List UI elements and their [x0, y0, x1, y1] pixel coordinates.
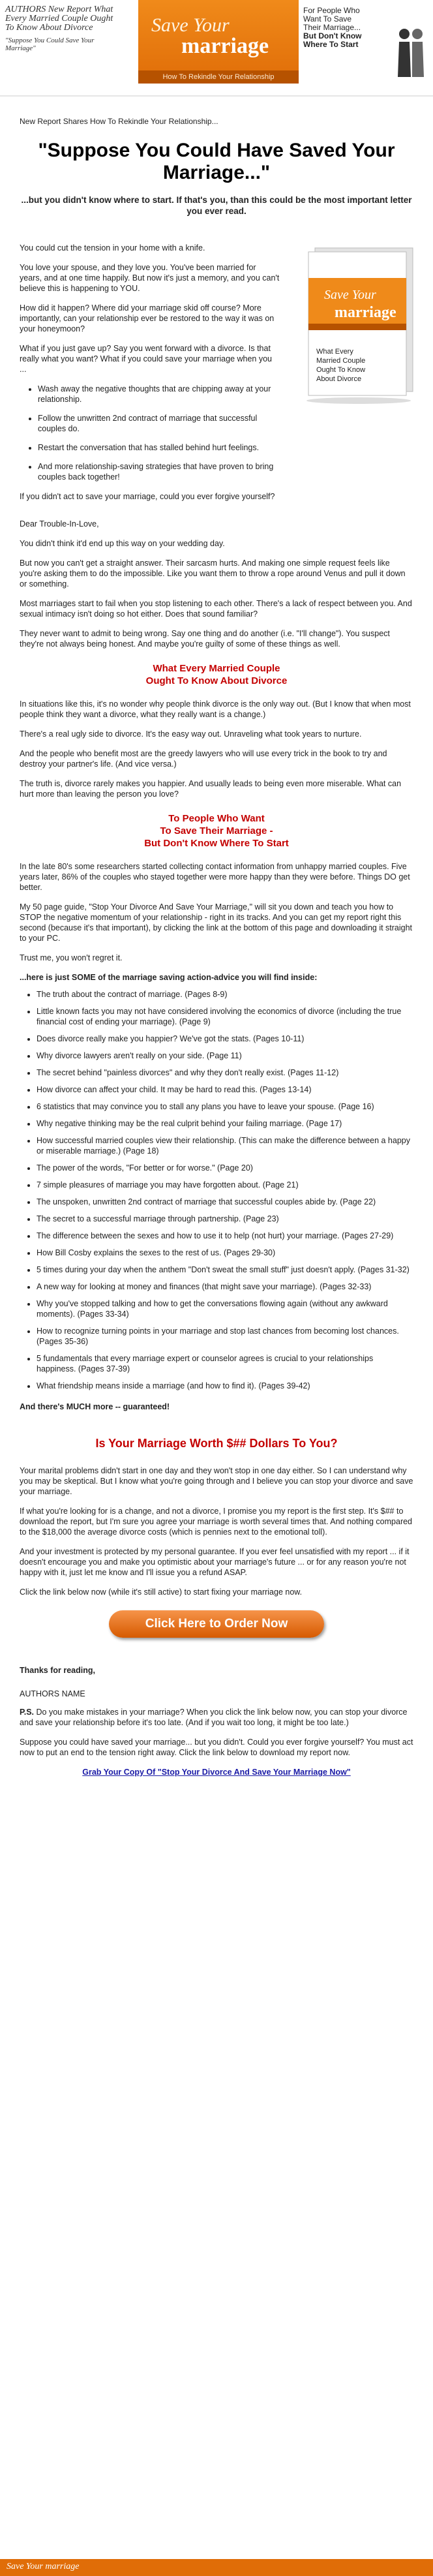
list-item: • 5 fundamentals that every marriage expert or counselor agrees is crucial to your relationships happiness. (Pages 37-39) [37, 1353, 413, 1374]
heading-line: To Save Their Marriage - [160, 825, 273, 836]
list-item: • 6 statistics that may convince you to stall any plans you have to leave your spouse. (Page 16) [37, 1101, 413, 1112]
list-item: • A new way for looking at money and finances (that might save your marriage). (Pages 32-33) [37, 1281, 413, 1292]
svg-text:Save Your: Save Your [324, 288, 376, 302]
banner-right-line4: But Don't Know [303, 31, 362, 40]
list-item: • Little known facts you may not have considered involving the economics of divorce (including the true financial cost of ending your marriage). (Page 9) [37, 1006, 413, 1027]
heading-line: Ought To Know About Divorce [145, 675, 288, 686]
headline: "Suppose You Could Have Saved Your Marriage..." [38, 140, 395, 183]
list-item: • The truth about the contract of marriage. (Pages 8-9) [37, 989, 413, 1000]
list-item: • The secret behind "painless divorces" and why they don't really exist. (Pages 11-12) [37, 1067, 413, 1078]
logo-marriage-text: marriage [181, 34, 269, 58]
paragraph: You love your spouse, and they love you. You've been married for years, and at one time happily. But now it's just a memory, and you can't believe this is happening to YOU. [20, 263, 280, 293]
paragraph: You didn't think it'd end up this way on your wedding day. [20, 539, 225, 548]
paragraph: You could cut the tension in your home with a knife. [20, 243, 205, 253]
section-heading-save [20, 812, 413, 850]
svg-text:Married Couple: Married Couple [316, 357, 366, 365]
list-item: • The power of the words, "For better or for worse." (Page 20) [37, 1163, 413, 1173]
logo-save-text: Save Your [151, 14, 230, 36]
paragraph: Click the link below now (while it's still active) to start fixing your marriage now. [20, 1587, 303, 1597]
paragraph: What if you just gave up? Say you went forward with a divorce. Is that really what you want? What if you could save your marriage when you ... [20, 344, 272, 374]
paragraph: If you didn't act to save your marriage, could you ever forgive yourself? [20, 492, 275, 501]
paragraph: In the late 80's some researchers started collecting contact information from unhappy married couples. Five years later, 86% of the couples who stayed together were more happy than they were before. Things DO get better. [20, 862, 410, 892]
list-item: • The difference between the sexes and how to use it to help (not hurt) your marriage. (Pages 27-29) [37, 1231, 413, 1241]
list-intro: ...here is just SOME of the marriage saving action-advice you will find inside: [20, 973, 318, 982]
list-item: • How Bill Cosby explains the sexes to the rest of us. (Pages 29-30) [37, 1248, 413, 1258]
paragraph: How did it happen? Where did your marriage skid off course? More importantly, can your relationship ever be restored to the way it was on your honeymoon? [20, 303, 275, 333]
footer-bar [0, 2559, 433, 2576]
paragraph: If what you're looking for is a change, and not a divorce, I promise you my report is the first step. It's $## to download the report, but I'm sure you agree your marriage is worth several times that. And nothing compared to the $18,000 the average divorce costs (which is pennies next to the emotional toll). [20, 1507, 413, 1537]
list-item: • 7 simple pleasures of marriage you may have forgotten about. (Page 21) [37, 1180, 413, 1190]
thanks-text: Thanks for reading, [20, 1666, 95, 1675]
svg-text:marriage: marriage [335, 304, 396, 321]
paragraph: In situations like this, it's no wonder why people think divorce is the only way out. (But I know that when most people think they want a divorce, what they really want is a change.) [20, 699, 411, 719]
couple-silhouette-icon [393, 26, 429, 78]
greeting: Dear Trouble-In-Love, [20, 519, 99, 529]
intro-text [20, 243, 280, 502]
list-item: • 5 times during your day when the anthem "Don't sweat the small stuff" just doesn't apply. (Pages 31-32) [37, 1265, 413, 1275]
paragraph: And your investment is protected by my personal guarantee. If you ever feel unsatisfied with my report ... if it doesn't encourage you and make you optimistic about your marriage's future ... or for any reason you're not happy with it, just let me know and I'll issue you a refund ASAP. [20, 1547, 410, 1577]
banner-right-line5: Where To Start [303, 40, 359, 49]
heading-line: But Don't Know Where To Start [144, 838, 289, 849]
list-item: • Why divorce lawyers aren't really on your side. (Page 11) [37, 1050, 413, 1061]
list-item: • Restart the conversation that has stalled behind hurt feelings. [38, 442, 280, 453]
list-item: • What friendship means inside a marriage (and how to find it). (Pages 39-42) [37, 1381, 413, 1391]
benefit-list [20, 384, 280, 482]
list-item: • How divorce can affect your child. It may be hard to read this. (Pages 13-14) [37, 1084, 413, 1095]
banner-right-line3: Their Marriage... [303, 23, 361, 32]
paragraph: Suppose you could have saved your marriage... but you didn't. Could you ever forgive yourself? You must act now to put an end to the tension right away. Click the link below to download my report now. [20, 1738, 413, 1757]
paragraph: They never want to admit to being wrong. Say one thing and do another (i.e. "I'll change"). You suspect they're not always being honest. And maybe you're guilty of some of these things as well. [20, 629, 390, 649]
logo-tagline: How To Rekindle Your Relationship [138, 70, 299, 84]
banner-right-line2: Want To Save [303, 14, 352, 23]
list-item: • And more relationship-saving strategies that have proven to bring couples back together! [38, 461, 280, 482]
svg-text:About Divorce: About Divorce [316, 375, 362, 383]
grab-copy-link[interactable]: Grab Your Copy Of "Stop Your Divorce And Save Your Marriage Now" [82, 1768, 351, 1777]
list-item: • Does divorce really make you happier? We've got the stats. (Pages 10-11) [37, 1034, 413, 1044]
content [0, 97, 433, 1777]
banner-logo [137, 0, 300, 84]
list-item: • Wash away the negative thoughts that are chipping away at your relationship. [38, 384, 280, 405]
list-item: • The unspoken, unwritten 2nd contract of marriage that successful couples abide by. (Page 22) [37, 1197, 413, 1207]
list-item: • How to recognize turning points in your marriage and stop last chances from becoming lost chances. (Pages 35-36) [37, 1326, 413, 1347]
contents-list [20, 989, 413, 1391]
ebook-cover-image [297, 243, 421, 406]
paragraph: Most marriages start to fail when you stop listening to each other. There's a lack of respect between you. And sexual intimacy isn't doing so hot either. Does that sound familiar? [20, 599, 412, 619]
banner-right-line1: For People Who [303, 6, 360, 15]
footer-logo: Save Your marriage [7, 2562, 80, 2571]
author-name: AUTHORS NAME [20, 1689, 85, 1698]
header-banner [0, 0, 433, 97]
paragraph: But now you can't get a straight answer. Their sarcasm hurts. And making one simple request feels like you're asking them to do the impossible. Like you want them to throw a rope around Venus and pull it down or something. [20, 559, 406, 589]
list-item: • Why you've stopped talking and how to get the conversations flowing again (without any awkward moments). (Pages 33-34) [37, 1298, 413, 1319]
much-more-text: And there's MUCH more -- guaranteed! [20, 1402, 170, 1411]
intro-line: New Report Shares How To Rekindle Your Relationship... [20, 117, 218, 126]
ps-text: Do you make mistakes in your marriage? When you click the link below now, you can stop your divorce and save your relationship before it's too late. (And if you wait too long, it might be too late.) [20, 1708, 408, 1727]
banner-left-tagline: "Suppose You Could Save Your Marriage" [5, 37, 95, 52]
cta-container [20, 1610, 413, 1638]
paragraph: And the people who benefit most are the greedy lawyers who will use every trick in the book to try and destroy your partner's life. (And vice versa.) [20, 749, 387, 769]
banner-left [5, 5, 116, 90]
paragraph: The truth is, divorce rarely makes you happier. And usually leads to being even more miserable. What can hurt more than leaving the person you love? [20, 779, 402, 799]
heading-line: To People Who Want [168, 813, 265, 824]
price-heading: Is Your Marriage Worth $## Dollars To You? [95, 1437, 338, 1450]
paragraph: Your marital problems didn't start in one day and they won't stop in one day either. So I can understand why you may be skeptical. But I know what you're going through and I believe you can stop your divorce and save your marriage. [20, 1466, 413, 1496]
svg-text:Ought To Know: Ought To Know [316, 366, 366, 374]
ps-paragraph [20, 1707, 413, 1728]
paragraph: There's a real ugly side to divorce. It's the easy way out. Unraveling what took years to nurture. [20, 729, 362, 739]
order-now-button[interactable]: Click Here to Order Now [109, 1610, 324, 1638]
svg-text:What Every: What Every [316, 348, 353, 356]
heading-line: What Every Married Couple [153, 663, 280, 674]
ps-label: P.S. [20, 1708, 35, 1717]
intro-section [20, 243, 413, 502]
list-item: • How successful married couples view their relationship. (This can make the difference between a happy or miserable marriage.) (Page 18) [37, 1135, 413, 1156]
paragraph: My 50 page guide, "Stop Your Divorce And Save Your Marriage," will sit you down and teach you how to STOP the negative momentum of your relationship - right in its tracks. And you can get my report right this second (because it's that important), by clicking the link at the bottom of this page and downloading it straight to your PC. [20, 902, 413, 943]
list-item: • Follow the unwritten 2nd contract of marriage that successful couples do. [38, 413, 280, 434]
list-item: • The secret to a successful marriage through partnership. (Page 23) [37, 1214, 413, 1224]
banner-left-title: AUTHORS New Report What Every Married Couple Ought To Know About Divorce [5, 5, 113, 33]
subheadline: ...but you didn't know where to start. If that's you, than this could be the most important letter you ever read. [21, 195, 412, 216]
section-heading-divorce [20, 662, 413, 687]
paragraph: Trust me, you won't regret it. [20, 953, 123, 962]
list-item: • Why negative thinking may be the real culprit behind your failing marriage. (Page 17) [37, 1118, 413, 1129]
